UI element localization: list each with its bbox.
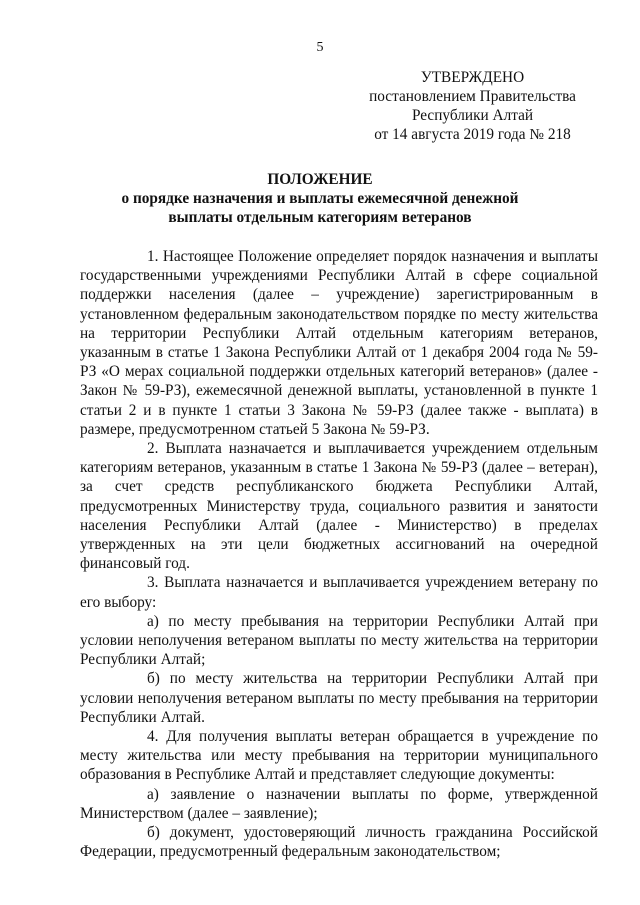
approval-line: от 14 августа 2019 года № 218	[374, 126, 571, 143]
page-number: 5	[316, 40, 324, 55]
paragraph-4b: б) документ, удостоверяющий личность гражданина Российской Федерации, предусмотренный федеральным законодательством;	[80, 824, 598, 861]
paragraph-3a: а) по месту пребывания на территории Республики Алтай при условии неполучения ветераном выплаты по месту жительства на территории Республики Алтай;	[80, 612, 598, 669]
paragraph-4: 4. Для получения выплаты ветеран обращается в учреждение по месту жительства или месту пребывания на территории муниципального образования в Республике Алтай и представляет следующие документы:	[80, 728, 598, 784]
paragraph-1: 1. Настоящее Положение определяет порядок назначения и выплаты государственными учреждениями Республики Алтай в сфере социальной поддержки населения (далее – учреждение) зарегистрированным в установленном федеральным законодательством порядке по месту жительства на территории Республики Алтай отдельным категориям ветеранов, указанным в статье 1 Закона Республики Алтай от 1 декабря 2004 года № 59-РЗ «О мерах социальной поддержки отдельных категорий ветеранов» (далее - Закон № 59-РЗ), ежемесячной денежной выплаты, установленной в пункте 1 статьи 2 и в пункте 1 статьи 3 Закона № 59-РЗ (далее также - выплата) в размере, предусмотренном статьей 5 Закона № 59-РЗ.	[80, 248, 598, 438]
paragraph-4a: а) заявление о назначении выплаты по форме, утвержденной Министерством (далее – заявление);	[80, 785, 598, 822]
document-title	[100, 170, 540, 227]
paragraph-3: 3. Выплата назначается и выплачивается учреждением ветерану по его выбору:	[80, 574, 598, 611]
paragraph-3b: б) по месту жительства на территории Республики Алтай при условии неполучения ветераном выплаты по месту пребывания на территории Республики Алтай.	[80, 670, 598, 726]
title-subheading: о порядке назначения и выплаты ежемесячной денежной	[121, 190, 519, 207]
approval-stamp	[330, 68, 615, 144]
approval-line: УТВЕРЖДЕНО	[420, 69, 525, 86]
title-subheading: выплаты отдельным категориям ветеранов	[168, 209, 472, 226]
title-heading: ПОЛОЖЕНИЕ	[267, 171, 373, 188]
paragraph-2: 2. Выплата назначается и выплачивается учреждением отдельным категориям ветеранов, указанным в статье 1 Закона № 59-РЗ (далее – ветеран), за счет средств республиканского бюджета Республики Алтай, предусмотренных Министерству труда, социального развития и занятости населения Республики Алтай (далее - Министерство) в пределах утвержденных на эти цели бюджетных ассигнований на очередной финансовый год.	[80, 440, 598, 573]
approval-line: постановлением Правительства	[369, 88, 576, 105]
approval-line: Республики Алтай	[411, 107, 534, 124]
document-body	[80, 247, 598, 862]
